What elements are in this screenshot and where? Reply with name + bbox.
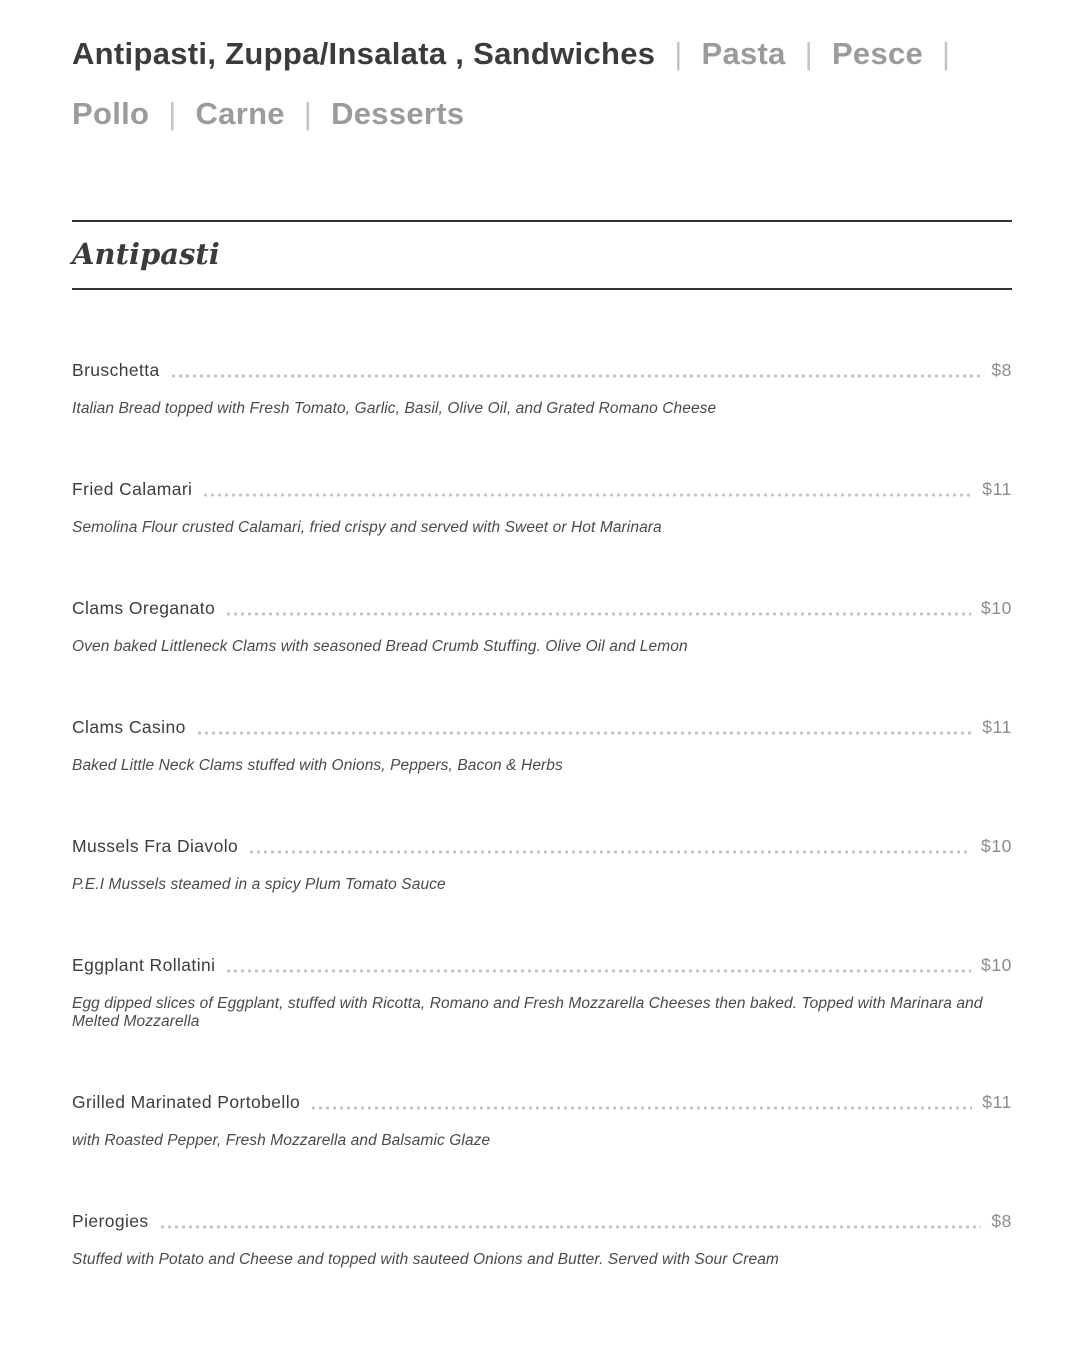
dotted-leader — [170, 374, 982, 378]
nav-item-pollo[interactable]: Pollo — [72, 96, 150, 131]
nav-item-antipasti-zuppa-sandwiches[interactable]: Antipasti, Zuppa/Insalata , Sandwiches — [72, 36, 656, 71]
menu-category-nav — [72, 24, 1012, 144]
dotted-leader — [225, 969, 971, 973]
nav-item-pasta[interactable]: Pasta — [701, 36, 786, 71]
menu-item-row — [72, 360, 1012, 381]
menu-item-description: Italian Bread topped with Fresh Tomato, Garlic, Basil, Olive Oil, and Grated Romano Cheese — [72, 400, 717, 417]
menu-item — [72, 955, 1012, 1031]
section-title: Antipasti — [72, 237, 220, 271]
menu-item — [72, 1092, 1012, 1150]
nav-separator: | — [303, 96, 313, 131]
menu-item-name: Bruschetta — [72, 360, 160, 380]
menu-item-price: $11 — [982, 479, 1012, 499]
menu-item-price: $8 — [991, 360, 1012, 380]
nav-separator: | — [804, 36, 814, 71]
menu-item — [72, 598, 1012, 656]
nav-item-pesce[interactable]: Pesce — [831, 36, 924, 71]
menu-item-name: Grilled Marinated Portobello — [72, 1092, 301, 1112]
menu-item-price: $10 — [981, 836, 1012, 856]
menu-item — [72, 360, 1012, 418]
nav-separator: | — [942, 36, 951, 71]
menu-item-description: Egg dipped slices of Eggplant, stuffed with Ricotta, Romano and Fresh Mozzarella Cheeses then baked. Topped with Marinara and Melted Mozzarella — [72, 995, 983, 1030]
antipasti-section — [72, 220, 1012, 1269]
menu-item-description: with Roasted Pepper, Fresh Mozzarella and Balsamic Glaze — [72, 1132, 491, 1149]
dotted-leader — [196, 731, 973, 735]
menu-item-row — [72, 1092, 1012, 1113]
menu-item — [72, 479, 1012, 537]
menu-items-list — [72, 360, 1012, 1269]
menu-item-price: $11 — [982, 1092, 1012, 1112]
menu-item-row — [72, 1211, 1012, 1232]
menu-item-name: Eggplant Rollatini — [72, 955, 216, 975]
menu-item-description: Oven baked Littleneck Clams with seasoned Bread Crumb Stuffing. Olive Oil and Lemon — [72, 638, 688, 655]
nav-separator: | — [674, 36, 683, 71]
menu-item-price: $10 — [981, 955, 1012, 975]
menu-item-name: Fried Calamari — [72, 479, 193, 499]
section-divider-bottom — [72, 288, 1012, 290]
menu-item — [72, 717, 1012, 775]
menu-item-name: Mussels Fra Diavolo — [72, 836, 239, 856]
menu-item-name: Clams Casino — [72, 717, 186, 737]
dotted-leader — [225, 612, 971, 616]
menu-item-description: P.E.I Mussels steamed in a spicy Plum Tomato Sauce — [72, 876, 446, 893]
menu-item-name: Pierogies — [72, 1211, 149, 1231]
menu-item-name: Clams Oreganato — [72, 598, 216, 618]
menu-item-row — [72, 479, 1012, 500]
menu-item — [72, 1211, 1012, 1269]
dotted-leader — [310, 1106, 972, 1110]
menu-item-description: Semolina Flour crusted Calamari, fried crispy and served with Sweet or Hot Marinara — [72, 519, 662, 536]
menu-item-price: $10 — [981, 598, 1012, 618]
menu-item-price: $8 — [991, 1211, 1012, 1231]
dotted-leader — [202, 493, 972, 497]
menu-item-price: $11 — [982, 717, 1012, 737]
menu-item-row — [72, 955, 1012, 976]
menu-item — [72, 836, 1012, 894]
nav-separator: | — [168, 96, 177, 131]
menu-item-row — [72, 717, 1012, 738]
menu-item-row — [72, 598, 1012, 619]
menu-item-description: Baked Little Neck Clams stuffed with Onions, Peppers, Bacon & Herbs — [72, 757, 563, 774]
dotted-leader — [248, 850, 971, 854]
menu-item-row — [72, 836, 1012, 857]
menu-item-description: Stuffed with Potato and Cheese and topped with sauteed Onions and Butter. Served with Sour Cream — [72, 1251, 779, 1268]
dotted-leader — [159, 1225, 982, 1229]
nav-item-desserts[interactable]: Desserts — [331, 96, 465, 131]
nav-item-carne[interactable]: Carne — [195, 96, 285, 131]
